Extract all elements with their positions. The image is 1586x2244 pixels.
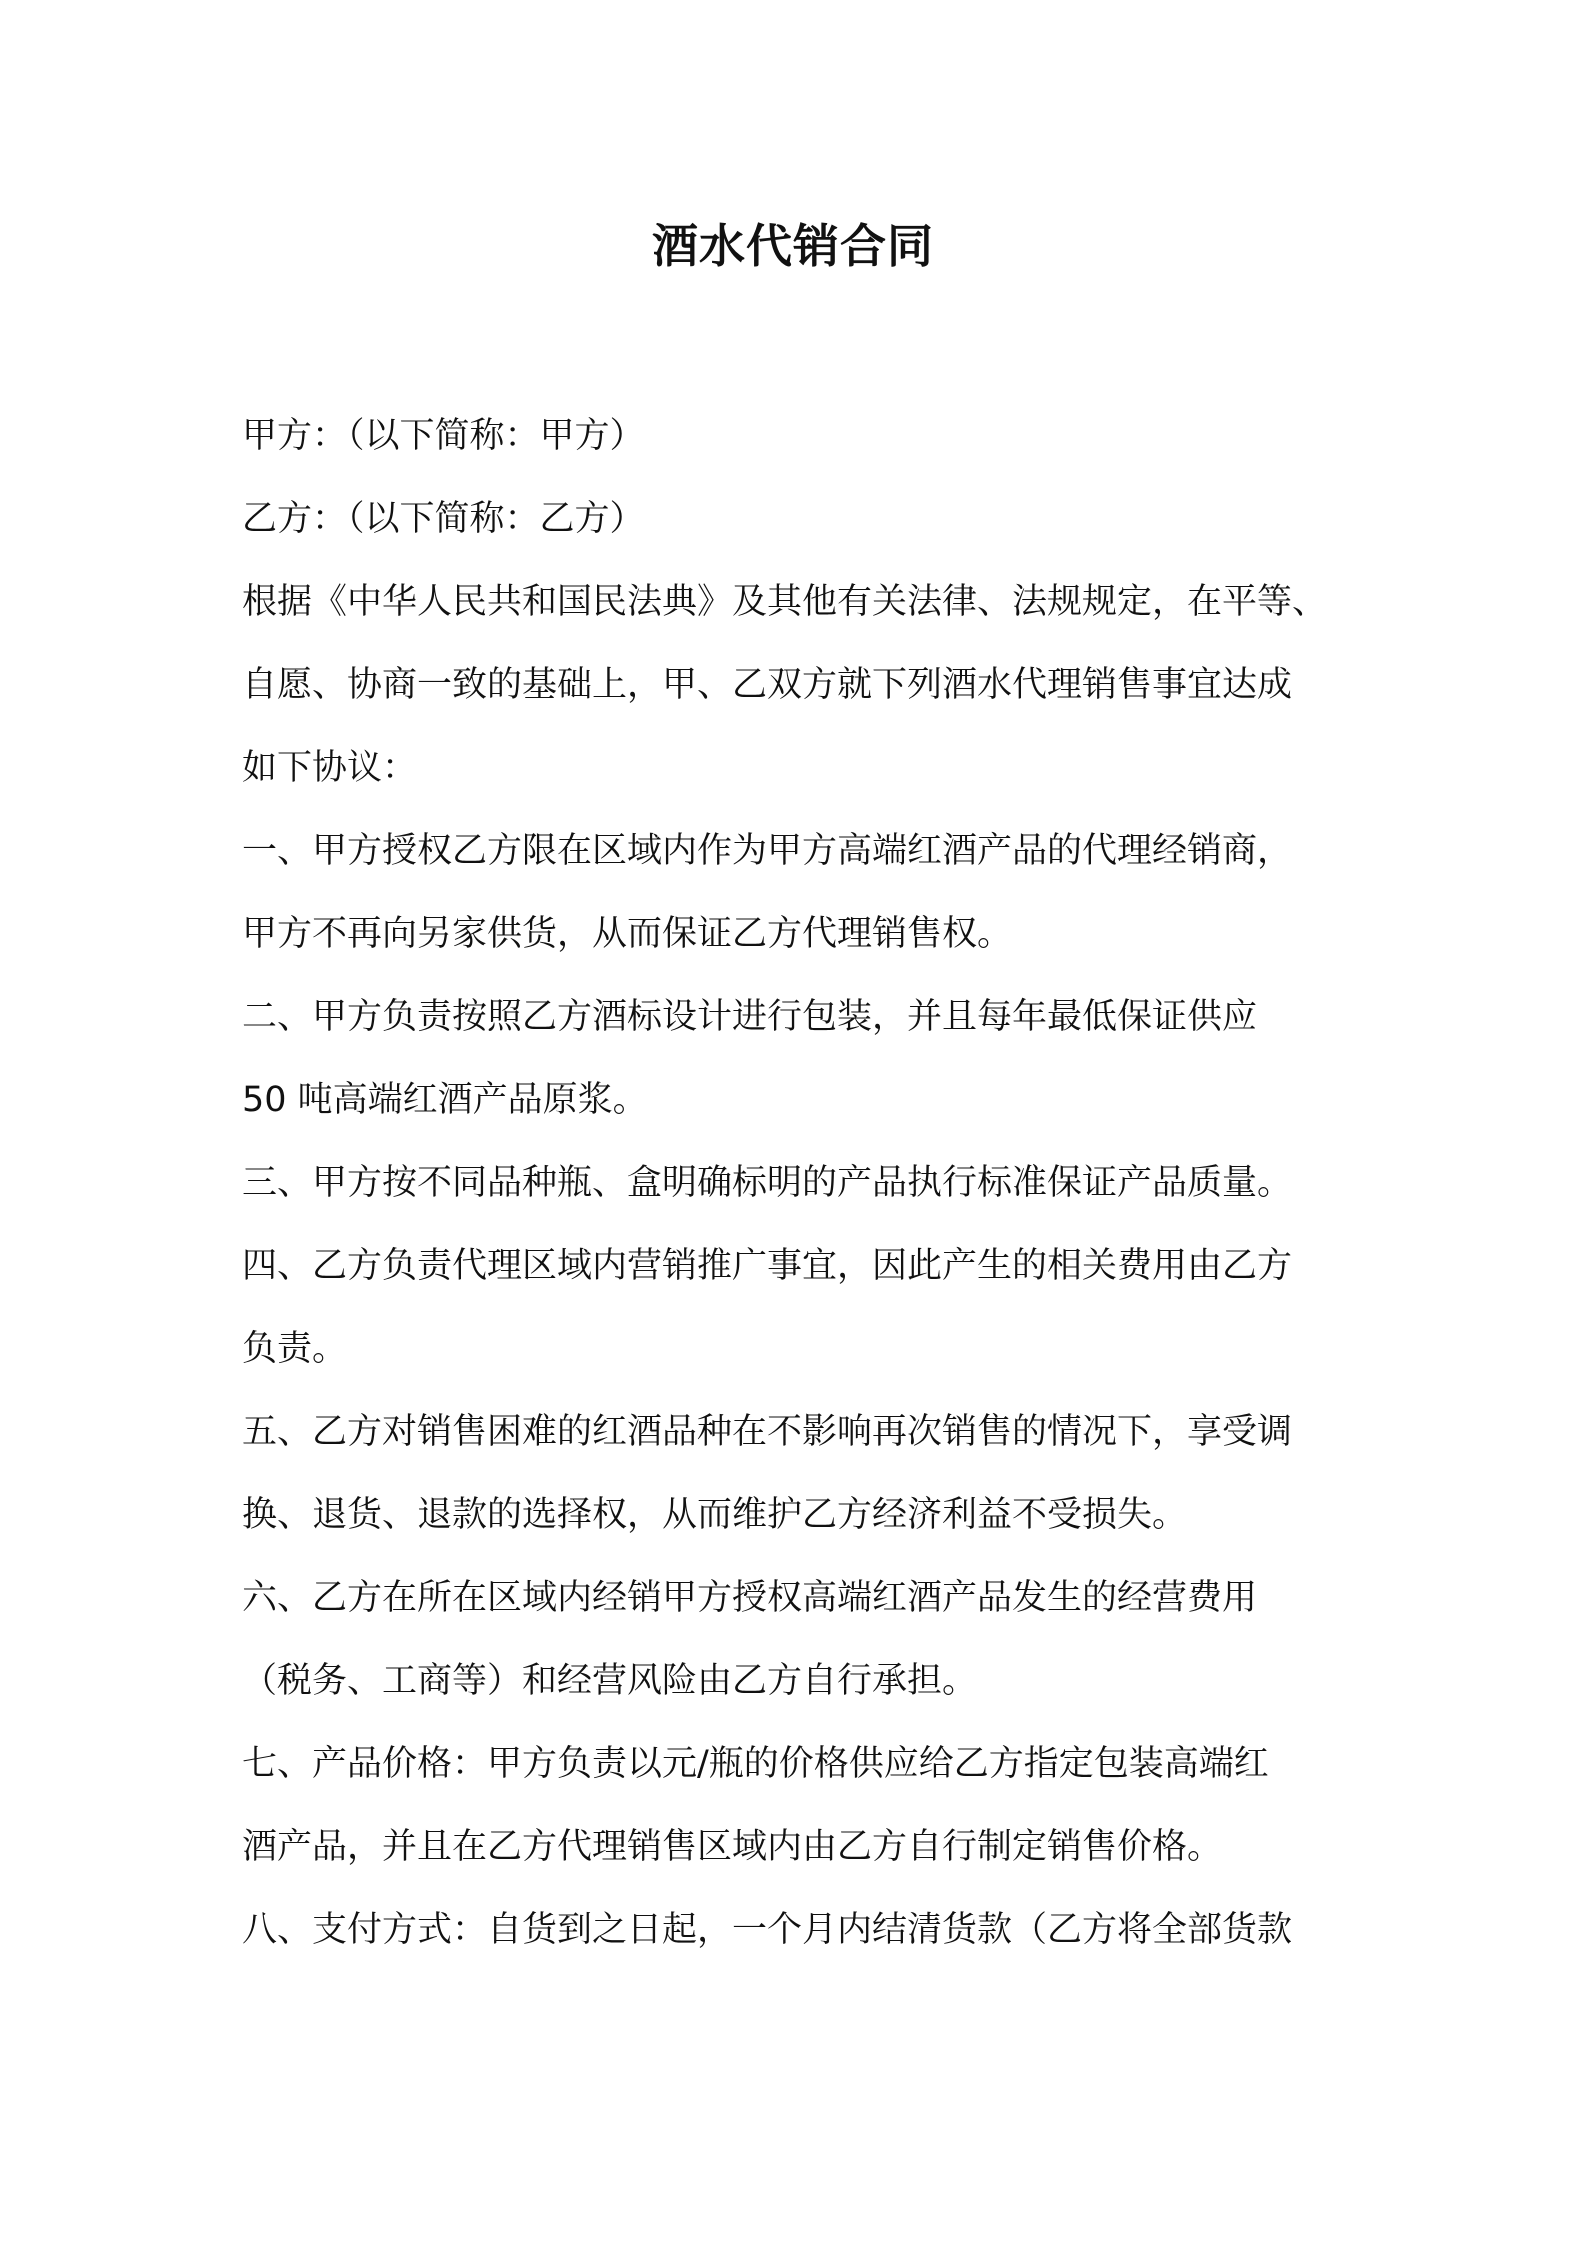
clause-6-line-2: （税务、工商等）和经营风险由乙方自行承担。 (242, 1661, 978, 1701)
clause-4-line-1: 四、乙方负责代理区域内营销推广事宜，因此产生的相关费用由乙方 (242, 1246, 1293, 1286)
document-title: 酒水代销合同 (652, 219, 934, 273)
clause-6-line-1: 六、乙方在所在区域内经销甲方授权高端红酒产品发生的经营费用 (242, 1578, 1258, 1618)
clause-8-line-1: 八、支付方式：自货到之日起，一个月内结清货款（乙方将全部货款 (242, 1910, 1293, 1950)
clause-4-line-2: 负责。 (242, 1329, 348, 1369)
clause-1-line-1: 一、甲方授权乙方限在区域内作为甲方高端红酒产品的代理经销商， (242, 831, 1293, 871)
party-a-line: 甲方：（以下简称：甲方） (242, 416, 645, 456)
clause-2-line-2: 50 吨高端红酒产品原浆。 (242, 1080, 648, 1120)
clause-7-line-1: 七、产品价格：甲方负责以元/瓶的价格供应给乙方指定包装高端红 (242, 1744, 1269, 1784)
party-b-line: 乙方：（以下简称：乙方） (242, 499, 645, 539)
clause-1-line-2: 甲方不再向另家供货，从而保证乙方代理销售权。 (242, 914, 1013, 954)
clause-3-line-1: 三、甲方按不同品种瓶、盒明确标明的产品执行标准保证产品质量。 (242, 1163, 1293, 1203)
clause-2-line-1: 二、甲方负责按照乙方酒标设计进行包装，并且每年最低保证供应 (242, 997, 1258, 1037)
preamble-line-1: 根据《中华人民共和国民法典》及其他有关法律、法规规定，在平等、 (242, 582, 1328, 622)
clause-7-line-2: 酒产品，并且在乙方代理销售区域内由乙方自行制定销售价格。 (242, 1827, 1223, 1867)
clause-5-line-2: 换、退货、退款的选择权，从而维护乙方经济利益不受损失。 (242, 1495, 1188, 1535)
preamble-line-2: 自愿、协商一致的基础上，甲、乙双方就下列酒水代理销售事宜达成 (242, 665, 1293, 705)
preamble-line-3: 如下协议： (242, 748, 418, 788)
clause-5-line-1: 五、乙方对销售困难的红酒品种在不影响再次销售的情况下，享受调 (242, 1412, 1293, 1452)
